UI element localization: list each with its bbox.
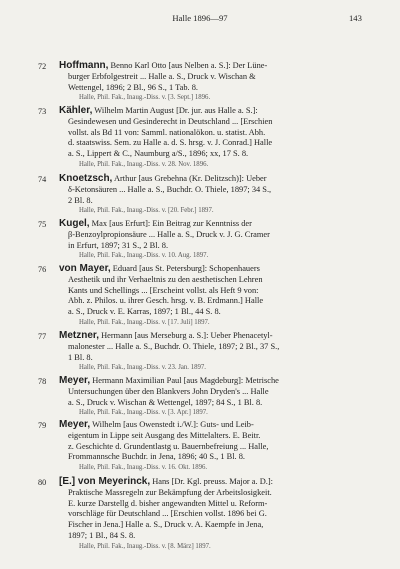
dissertation-entry bbox=[38, 219, 364, 262]
entry-text: Hermann [aus Merseburg a. S.]: Ueber Phenacetyl- bbox=[99, 331, 273, 340]
entry-text: Arthur [aus Grebehna (Kr. Delitzsch)]: Ueber bbox=[112, 174, 267, 183]
faculty-note: Halle, Phil. Fak., Inaug.-Diss. v. [3. Sept.] 1896. bbox=[79, 94, 211, 102]
entry-text-line: a. S., Lippert & C., Naumburg a/S., 1896; xx, 17 S. 8. bbox=[68, 149, 249, 159]
entry-number: 80 bbox=[38, 478, 47, 487]
entry-text-line: Fischer in Jena.] Halle a. S., Druck v. A. Kaempfe in Jena, bbox=[68, 520, 264, 530]
entry-text-line: in Erfurt, 1897; 31 S., 2 Bl. 8. bbox=[68, 240, 169, 250]
faculty-note: Halle, Phil. Fak., Inaug.-Diss. v. [8. März] 1897. bbox=[79, 542, 211, 550]
entry-text-line: a. S., Druck v. Wischan & Wettengel, 1897; 84 S., 1 Bl. 8. bbox=[68, 397, 263, 407]
entry-number: 73 bbox=[38, 107, 47, 116]
entry-text-line: malonester ... Halle a. S., Buchdr. O. Thiele, 1897; 2 Bl., 37 S., bbox=[68, 341, 280, 351]
entry-first-line bbox=[38, 264, 364, 275]
entry-text-line: vorschläge für Deutschland ... [Erschien vollst. 1896 bei G. bbox=[68, 509, 267, 519]
dissertation-entry bbox=[38, 477, 364, 553]
entry-number: 75 bbox=[38, 220, 47, 229]
entry-number: 74 bbox=[38, 175, 47, 184]
author-surname: [E.] von Meyerinck, bbox=[59, 476, 151, 487]
entry-text-line: δ-Ketonsäuren ... Halle a. S., Buchdr. O. Thiele, 1897; 34 S., bbox=[68, 184, 272, 194]
running-title: Halle 1896—97 bbox=[172, 13, 228, 23]
faculty-note: Halle, Phil. Fak., Inaug.-Diss. v. 28. Nov. 1896. bbox=[79, 160, 209, 168]
faculty-note: Halle, Phil. Fak., Inaug.-Diss. v. 16. Okt. 1896. bbox=[79, 464, 208, 472]
page-header bbox=[0, 13, 400, 27]
entry-first-line bbox=[38, 174, 364, 185]
entry-text: Hans [Dr. Kgl. preuss. Major a. D.]: bbox=[150, 477, 273, 486]
entry-text-line: Kants und Schellings ... [Erscheint vollst. als Heft 9 von: bbox=[68, 285, 259, 295]
entry-text-line: Wettengel, 1896; 2 Bl., 96 S., 1 Tab. 8. bbox=[68, 82, 199, 92]
entry-text-line: β-Benzoylpropionsäure ... Halle a. S., Druck v. J. G. Cramer bbox=[68, 229, 270, 239]
faculty-note: Halle, Phil. Fak., Inaug.-Diss. v. 23. Jan. 1897. bbox=[79, 364, 206, 372]
entry-text-line: 2 Bl. 8. bbox=[68, 195, 93, 205]
dissertation-entry bbox=[38, 264, 364, 329]
entry-text-line: E. kurze Darstellg d. bisher angewandten Mittel u. Reform- bbox=[68, 498, 268, 508]
faculty-note: Halle, Phil. Fak., Inaug.-Diss. v. [17. Juli] 1897. bbox=[79, 318, 210, 326]
dissertation-entry bbox=[38, 106, 364, 171]
author-surname: Meyer, bbox=[59, 419, 91, 430]
entry-text: Benno Karl Otto [aus Nelben a. S.]: Der Lüne- bbox=[108, 61, 268, 70]
entry-text-line: Gesindewesen und Gesinderecht in Deutschland ... [Erschien bbox=[68, 116, 273, 126]
faculty-note: Halle, Phil. Fak., Inaug.-Diss. v. 10. Aug. 1897. bbox=[79, 252, 209, 260]
entry-text-line: vollst. als Bd 11 von: Samml. nationalökon. u. statist. Abh. bbox=[68, 127, 266, 137]
entry-text-line: Abh. z. Philos. u. ihrer Gesch. hrsg. v. B. Erdmann.] Halle bbox=[68, 296, 264, 306]
dissertation-entry bbox=[38, 61, 364, 104]
author-surname: von Mayer, bbox=[59, 263, 111, 274]
entry-text: Wilhelm [aus Owenstedt i./W.]: Guts- und Leib- bbox=[90, 420, 254, 429]
entry-text-line: Praktische Massregeln zur Bekämpfung der Arbeitslosigkeit. bbox=[68, 487, 272, 497]
entry-text: Hermann Maximilian Paul [aus Magdeburg]: Metrische bbox=[90, 376, 279, 385]
dissertation-entry bbox=[38, 174, 364, 217]
entry-first-line bbox=[38, 477, 364, 488]
entry-first-line bbox=[38, 219, 364, 230]
entry-text: Eduard [aus St. Petersburg]: Schopenhauers bbox=[110, 264, 260, 273]
entry-text-line: a. S., Druck v. E. Karras, 1897; 1 Bl., 44 S. 8. bbox=[68, 307, 221, 317]
entry-number: 77 bbox=[38, 332, 47, 341]
entry-first-line bbox=[38, 420, 364, 431]
author-surname: Knoetzsch, bbox=[59, 173, 113, 184]
dissertation-entry bbox=[38, 420, 364, 474]
author-surname: Metzner, bbox=[59, 330, 100, 341]
entry-text-line: d. staatswiss. Sem. zu Halle a. d. S. hrsg. v. J. Conrad.] Halle bbox=[68, 138, 273, 148]
faculty-note: Halle, Phil. Fak., Inaug.-Diss. v. [3. Apr.] 1897. bbox=[79, 409, 208, 417]
entry-number: 76 bbox=[38, 265, 47, 274]
author-surname: Meyer, bbox=[59, 375, 91, 386]
entry-text-line: Untersuchungen über den Blankvers John Dryden's ... Halle bbox=[68, 386, 269, 396]
entry-text-line: 1 Bl. 8. bbox=[68, 352, 93, 362]
dissertation-entry bbox=[38, 331, 364, 374]
entry-first-line bbox=[38, 376, 364, 387]
author-surname: Kähler, bbox=[59, 105, 93, 116]
entry-text: Max [aus Erfurt]: Ein Beitrag zur Kenntniss der bbox=[89, 219, 252, 228]
entry-first-line bbox=[38, 61, 364, 72]
entry-number: 78 bbox=[38, 377, 47, 386]
entry-text-line: z. Geschichte d. Grundentlastg u. Bauernbefreiung ... Halle, bbox=[68, 441, 269, 451]
entry-text-line: burger Erbfolgestreit ... Halle a. S., Druck v. Wischan & bbox=[68, 71, 256, 81]
entry-text-line: eigentum in Lippe seit Ausgang des Mittelalters. E. Beitr. bbox=[68, 430, 261, 440]
entry-number: 72 bbox=[38, 62, 47, 71]
entry-number: 79 bbox=[38, 421, 47, 430]
author-surname: Kugel, bbox=[59, 218, 90, 229]
entry-first-line bbox=[38, 331, 364, 342]
entry-text-line: Aesthetik und ihr Verhaeltnis zu den aesthetischen Lehren bbox=[68, 274, 263, 284]
entry-text: Wilhelm Martin August [Dr. jur. aus Halle a. S.]: bbox=[92, 106, 258, 115]
dissertation-entry bbox=[38, 376, 364, 419]
entry-first-line bbox=[38, 106, 364, 117]
entry-text-line: 1897; 1 Bl., 84 S. 8. bbox=[68, 530, 136, 540]
author-surname: Hoffmann, bbox=[59, 60, 109, 71]
entry-text-line: Frommannsche Buchdr. in Jena, 1896; 40 S., 1 Bl. 8. bbox=[68, 452, 246, 462]
page-number: 143 bbox=[349, 13, 362, 23]
faculty-note: Halle, Phil. Fak., Inaug.-Diss. v. [20. Febr.] 1897. bbox=[79, 207, 214, 215]
